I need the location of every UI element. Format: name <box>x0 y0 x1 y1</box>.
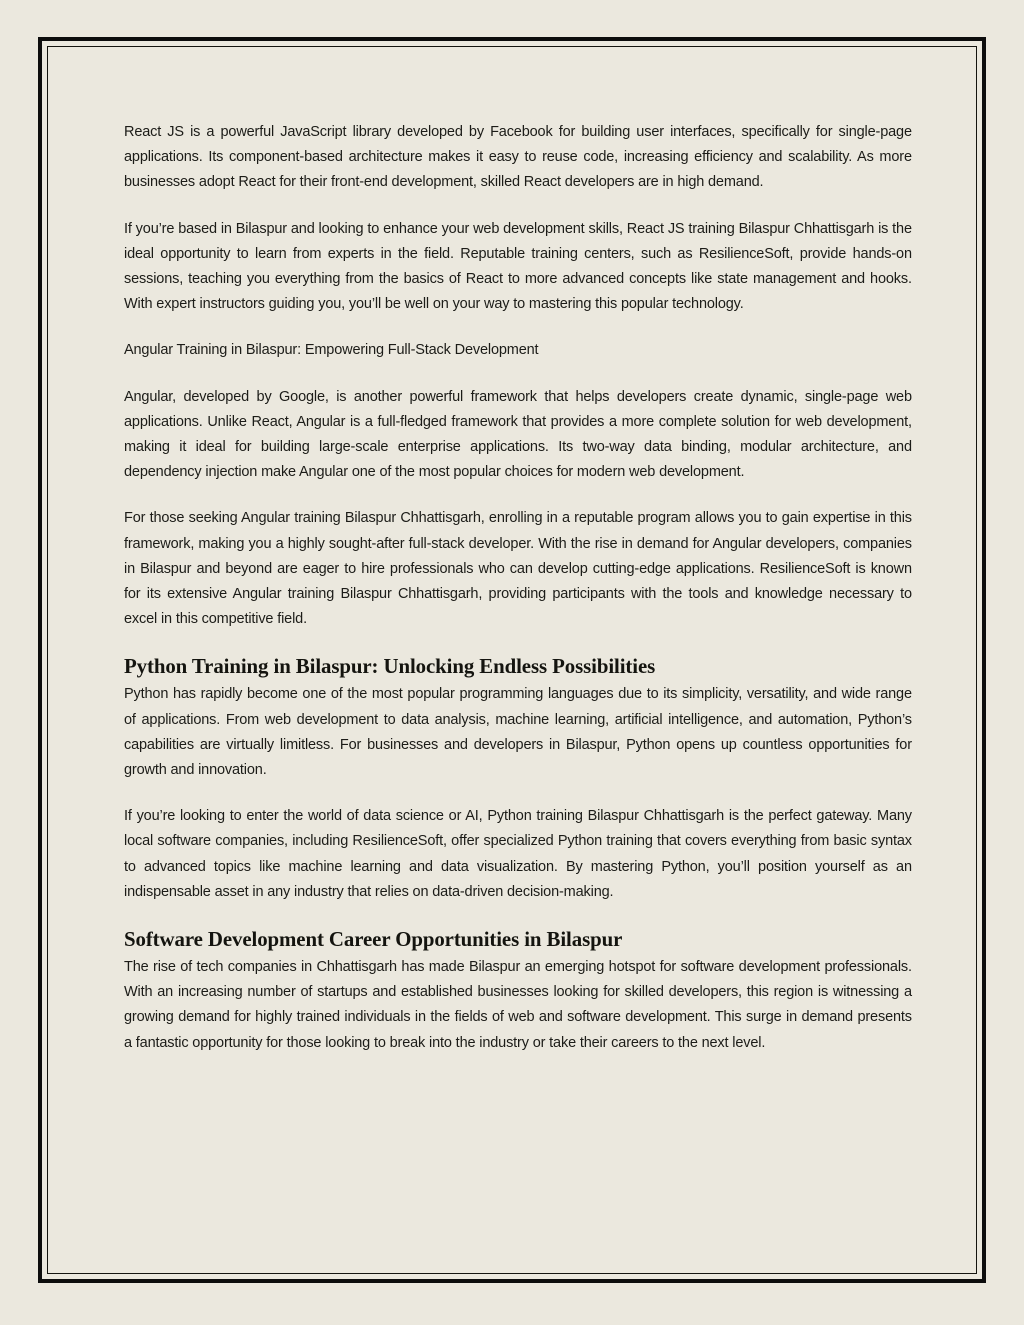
paragraph-career-opportunities: The rise of tech companies in Chhattisgarh has made Bilaspur an emerging hotspot for software development professionals. With an increasing number of startups and established businesses looking for skilled developers, this region is witnessing a growing demand for highly trained individuals in the fields of web and software development. This surge in demand presents a fantastic opportunity for those looking to break into the industry or take their careers to the next level. <box>124 958 912 1051</box>
document-content <box>124 119 912 1076</box>
page-frame-outer <box>38 37 986 1283</box>
paragraph-react-intro: React JS is a powerful JavaScript library developed by Facebook for building user interfaces, specifically for single-page applications. Its component-based architecture makes it easy to reuse code, increasing efficiency and scalability. As more businesses adopt React for their front-end development, skilled React developers are in high demand. <box>124 123 912 191</box>
paragraph-python-data-science: If you’re looking to enter the world of data science or AI, Python training Bilaspur Chhattisgarh is the perfect gateway. Many local software companies, including ResilienceSoft, offer specialized Python training that covers everything from basic syntax to advanced topics like machine learning and data visualization. By mastering Python, you’ll position yourself as an indispensable asset in any industry that relies on data-driven decision-making. <box>124 807 912 900</box>
heading-software-development-careers: Software Development Career Opportunities in Bilaspur <box>124 927 623 952</box>
paragraph-angular-training-bilaspur: For those seeking Angular training Bilaspur Chhattisgarh, enrolling in a reputable program allows you to gain expertise in this framework, making you a highly sought-after full-stack developer. With the rise in demand for Angular developers, companies in Bilaspur and beyond are eager to hire professionals who can develop cutting-edge applications. ResilienceSoft is known for its extensive Angular training Bilaspur Chhattisgarh, providing participants with the tools and knowledge necessary to excel in this competitive field. <box>124 509 912 628</box>
subheading-angular-training: Angular Training in Bilaspur: Empowering Full-Stack Development <box>124 341 539 359</box>
heading-python-training: Python Training in Bilaspur: Unlocking Endless Possibilities <box>124 654 656 679</box>
page-frame-inner <box>47 46 977 1274</box>
paragraph-react-training-bilaspur: If you’re based in Bilaspur and looking to enhance your web development skills, React JS training Bilaspur Chhattisgarh is the ideal opportunity to learn from experts in the field. Reputable training centers, such as ResilienceSoft, provide hands-on sessions, teaching you everything from the basics of React to more advanced concepts like state management and hooks. With expert instructors guiding you, you’ll be well on your way to mastering this popular technology. <box>124 219 912 313</box>
paragraph-angular-overview: Angular, developed by Google, is another powerful framework that helps developers create dynamic, single-page web applications. Unlike React, Angular is a full-fledged framework that provides a more complete solution for web development, making it ideal for building large-scale enterprise applications. Its two-way data binding, modular architecture, and dependency injection make Angular one of the most popular choices for modern web development. <box>124 387 912 481</box>
paragraph-python-overview: Python has rapidly become one of the most popular programming languages due to its simplicity, versatility, and wide range of applications. From web development to data analysis, machine learning, artificial intelligence, and automation, Python’s capabilities are virtually limitless. For businesses and developers in Bilaspur, Python opens up countless opportunities for growth and innovation. <box>124 685 912 779</box>
